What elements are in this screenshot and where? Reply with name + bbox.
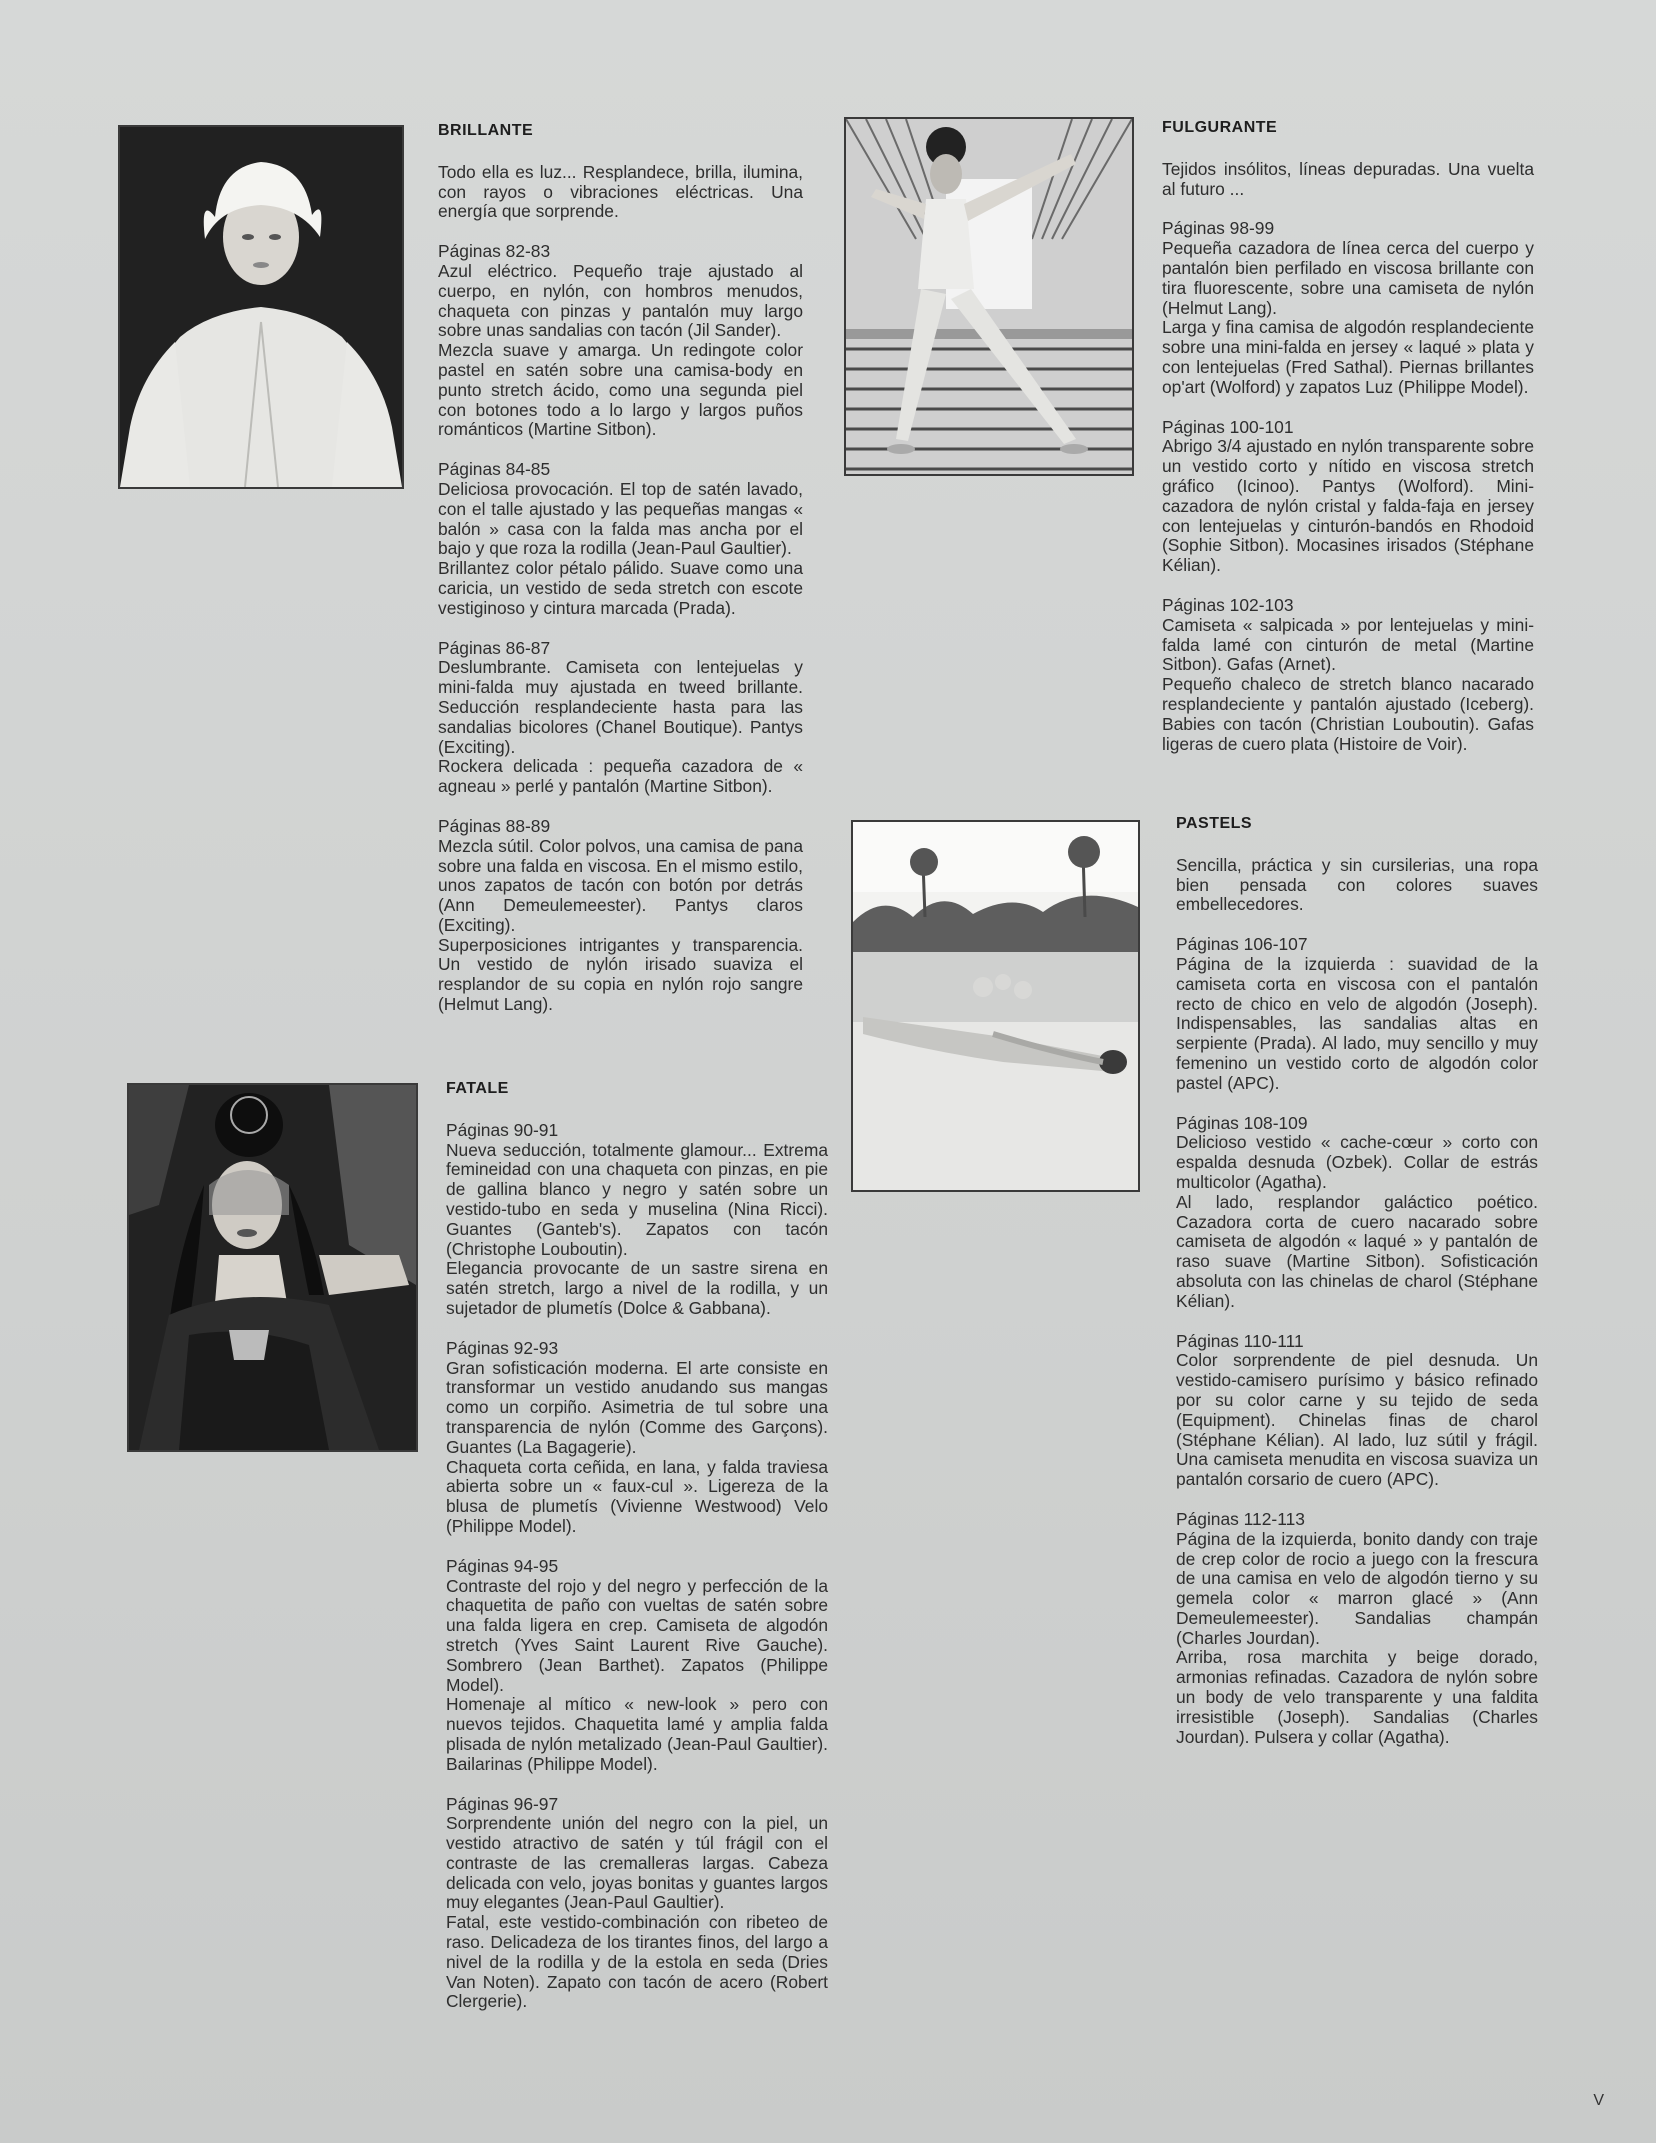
page-ref: Páginas 94-95 xyxy=(446,1555,559,1576)
page-ref: Páginas 90-91 xyxy=(446,1119,559,1140)
paragraph: Brillantez color pétalo pálido. Suave como una caricia, un vestido de seda stretch con escote vestiginoso y cintura marcada (Prada). xyxy=(438,558,803,618)
brillante-section xyxy=(438,460,803,618)
page-ref: Páginas 102-103 xyxy=(1162,594,1294,615)
paragraph: Página de la izquierda, bonito dandy con traje de crep color de rocio a juego con la frescura de una camisa en velo de algodón tierno y su gemela color « marron glacé » (Ann Demeulemeester). Sandalias champán (Charles Jourdan). xyxy=(1176,1528,1538,1648)
paragraph: Elegancia provocante de un sastre sirena en satén stretch, largo a nivel de la rodilla, y un sujetador de plumetís (Dolce & Gabbana). xyxy=(446,1258,828,1318)
pastels-section xyxy=(1176,1510,1538,1748)
fulgurante-heading: FULGURANTE xyxy=(1162,119,1278,136)
paragraph: Chaqueta corta ceñida, en lana, y falda traviesa abierta sobre un « faux-cul ». Ligereza de la blusa de plumetís (Vivienne Westwood) Velo (Philippe Model). xyxy=(446,1456,828,1536)
fatale-column xyxy=(446,1079,828,2032)
brillante-intro: Todo ella es luz... Resplandece, brilla, ilumina, con rayos o vibraciones eléctricas. Una energía que sorprende. xyxy=(438,161,803,222)
pastels-heading: PASTELS xyxy=(1176,815,1253,832)
fatale-section xyxy=(446,1121,828,1319)
paragraph: Mezcla suave y amarga. Un redingote color pastel en satén sobre una camisa-body en punto stretch ácido, como una segunda piel con botones todo a lo largo y largos puños románticos (Martine Sitbon). xyxy=(438,340,803,440)
paragraph: Deslumbrante. Camiseta con lentejuelas y mini-falda muy ajustada en tweed brillante. Seducción resplandeciente hasta para las sandalias bicolores (Chanel Boutique). Pantys (Exciting). xyxy=(438,657,803,757)
paragraph: Contraste del rojo y del negro y perfección de la chaquetita de paño con vueltas de satén sobre una falda ligera en crep. Camiseta de algodón stretch (Yves Saint Laurent Rive Gauche). Sombrero (Jean Barthet). Zapatos (Philippe Model). xyxy=(446,1575,828,1695)
page-ref: Páginas 88-89 xyxy=(438,815,551,836)
paragraph: Camiseta « salpicada » por lentejuelas y mini-falda lamé con cinturón de metal (Martine Sitbon). Gafas (Arnet). xyxy=(1162,614,1534,675)
paragraph: Delicioso vestido « cache-cœur » corto con espalda desnuda (Ozbek). Collar de estrás multicolor (Agatha). xyxy=(1176,1132,1538,1192)
paragraph: Arriba, rosa marchita y beige dorado, armonias refinadas. Cazadora de nylón sobre un body de velo transparente y una faldita irresistible (Joseph). Sandalias (Charles Jourdan). Pulsera y collar (Agatha). xyxy=(1176,1647,1538,1747)
paragraph: Fatal, este vestido-combinación con ribeteo de raso. Delicadeza de los tirantes finos, del largo a nivel de la rodilla y de la estola en seda (Dries Van Noten). Zapato con tacón de acero (Robert Clergerie). xyxy=(446,1912,828,2012)
page-ref: Páginas 108-109 xyxy=(1176,1112,1308,1133)
paragraph: Página de la izquierda : suavidad de la camiseta corta en viscosa con el pantalón recto de chico en velo de algodón (Joseph). Indispensables, las sandalias altas en serpiente (Prada). Al lado, muy sencillo y muy femenino un vestido corto de algodón color pastel (APC). xyxy=(1176,953,1538,1093)
fatale-section xyxy=(446,1339,828,1537)
fulgurante-section xyxy=(1162,219,1534,397)
brillante-section xyxy=(438,242,803,440)
page-ref: Páginas 110-111 xyxy=(1176,1330,1304,1351)
page-ref: Páginas 98-99 xyxy=(1162,218,1275,239)
pastels-section xyxy=(1176,935,1538,1093)
paragraph: Sorprendente unión del negro con la piel, un vestido atractivo de satén y túl frágil con el contraste de las cremalleras largas. Cabeza delicada con velo, joyas bonitas y guantes largos muy elegantes (Jean-Paul Gaultier). xyxy=(446,1813,828,1913)
pastels-column xyxy=(1176,814,1538,1767)
fulgurante-intro: Tejidos insólitos, líneas depuradas. Una vuelta al futuro ... xyxy=(1162,158,1534,199)
paragraph: Pequeño chaleco de stretch blanco nacarado resplandeciente y pantalón ajustado (Iceberg). Babies con tacón (Christian Louboutin). Gafas ligeras de cuero plata (Histoire de Voir). xyxy=(1162,674,1534,754)
fatale-section xyxy=(446,1557,828,1775)
page-ref: Páginas 84-85 xyxy=(438,459,551,480)
paragraph: Superposiciones intrigantes y transparencia. Un vestido de nylón irisado suaviza el resplandor de su copia en nylón rojo sangre (Helmut Lang). xyxy=(438,934,803,1015)
fulgurante-section xyxy=(1162,596,1534,754)
brillante-section xyxy=(438,639,803,797)
paragraph: Deliciosa provocación. El top de satén lavado, con el talle ajustado y las pequeñas mangas « balón » casa con la falda mas ancha por el bajo y que roza la rodilla (Jean-Paul Gaultier). xyxy=(438,478,803,559)
paragraph: Abrigo 3/4 ajustado en nylón transparente sobre un vestido corto y nítido en viscosa stretch gráfico (Icinoo). Pantys (Wolford). Mini-cazadora de nylón cristal y falda-faja en jersey con lentejuelas y cinturón-bandós en Rhodoid (Sophie Sitbon). Mocasines irisados (Stéphane Kélian). xyxy=(1162,436,1534,576)
paragraph: Gran sofisticación moderna. El arte consiste en transformar un vestido anudando sus mangas como un corpiño. Asimetria de tul sobre una transparencia de nylón (Comme des Garçons). Guantes (La Bagagerie). xyxy=(446,1357,828,1457)
paragraph: Nueva seducción, totalmente glamour... Extrema femineidad con una chaqueta con pinzas, en pie de gallina blanco y negro y satén sobre un vestido-tubo en seda y muselina (Nina Ricci). Guantes (Ganteb's). Zapatos con tacón (Christophe Louboutin). xyxy=(446,1139,828,1259)
paragraph: Rockera delicada : pequeña cazadora de « agneau » perlé y pantalón (Martine Sitbon). xyxy=(438,756,803,797)
paragraph: Mezcla sútil. Color polvos, una camisa de pana sobre una falda en viscosa. En el mismo estilo, unos zapatos de tacón con botón por detrás (Ann Demeulemeester). Pantys claros (Exciting). xyxy=(438,835,803,935)
page-folio: V xyxy=(1593,2092,1604,2109)
pastels-intro: Sencilla, práctica y sin cursilerias, una ropa bien pensada con colores suaves embellecedores. xyxy=(1176,854,1538,915)
pastels-section xyxy=(1176,1114,1538,1312)
photo-blonde-model xyxy=(118,125,404,489)
paragraph: Pequeña cazadora de línea cerca del cuerpo y pantalón bien perfilado en viscosa brillante con tira fluorescente, sobre una camiseta de nylón (Helmut Lang). xyxy=(1162,238,1534,318)
brillante-section xyxy=(438,817,803,1015)
photo-poolside-model xyxy=(851,820,1140,1192)
fatale-section xyxy=(446,1795,828,2013)
fulgurante-column xyxy=(1162,118,1534,774)
page-ref: Páginas 82-83 xyxy=(438,241,551,262)
fulgurante-section xyxy=(1162,418,1534,576)
brillante-column xyxy=(438,121,803,1035)
pastels-section xyxy=(1176,1332,1538,1490)
photo-corridor-model xyxy=(844,117,1134,476)
paragraph: Color sorprendente de piel desnuda. Un vestido-camisero purísimo y básico refinado por su color carne y su tejido de seda (Equipment). Chinelas finas de charol (Stéphane Kélian). Al lado, luz sútil y frágil. Una camiseta menudita en viscosa suaviza un pantalón corsario de cuero (APC). xyxy=(1176,1350,1538,1490)
page-ref: Páginas 106-107 xyxy=(1176,934,1308,955)
photo-veiled-model xyxy=(127,1083,418,1452)
page-ref: Páginas 92-93 xyxy=(446,1337,559,1358)
page-ref: Páginas 96-97 xyxy=(446,1793,559,1814)
paragraph: Larga y fina camisa de algodón resplandeciente sobre una mini-falda en jersey « laqué » plata y con lentejuelas (Fred Sathal). Piernas brillantes op'art (Wolford) y zapatos Luz (Philippe Model). xyxy=(1162,317,1534,397)
brillante-heading: BRILLANTE xyxy=(438,122,534,139)
page-ref: Páginas 86-87 xyxy=(438,637,551,658)
paragraph: Azul eléctrico. Pequeño traje ajustado al cuerpo, en nylón, con hombros menudos, chaqueta con pinzas y pantalón muy largo sobre unas sandalias con tacón (Jil Sander). xyxy=(438,260,803,341)
page-ref: Páginas 112-113 xyxy=(1176,1508,1305,1529)
page-ref: Páginas 100-101 xyxy=(1162,416,1294,437)
fatale-heading: FATALE xyxy=(446,1080,509,1097)
paragraph: Al lado, resplandor galáctico poético. Cazadora corta de cuero nacarado sobre camiseta de algodón « laqué » y pantalón de raso suave (Martine Sitbon). Sofisticación absoluta con las chinelas de charol (Stéphane Kélian). xyxy=(1176,1191,1538,1311)
paragraph: Homenaje al mítico « new-look » pero con nuevos tejidos. Chaquetita lamé y amplia falda plisada de nylón metalizado (Jean-Paul Gaultier). Bailarinas (Philippe Model). xyxy=(446,1694,828,1774)
